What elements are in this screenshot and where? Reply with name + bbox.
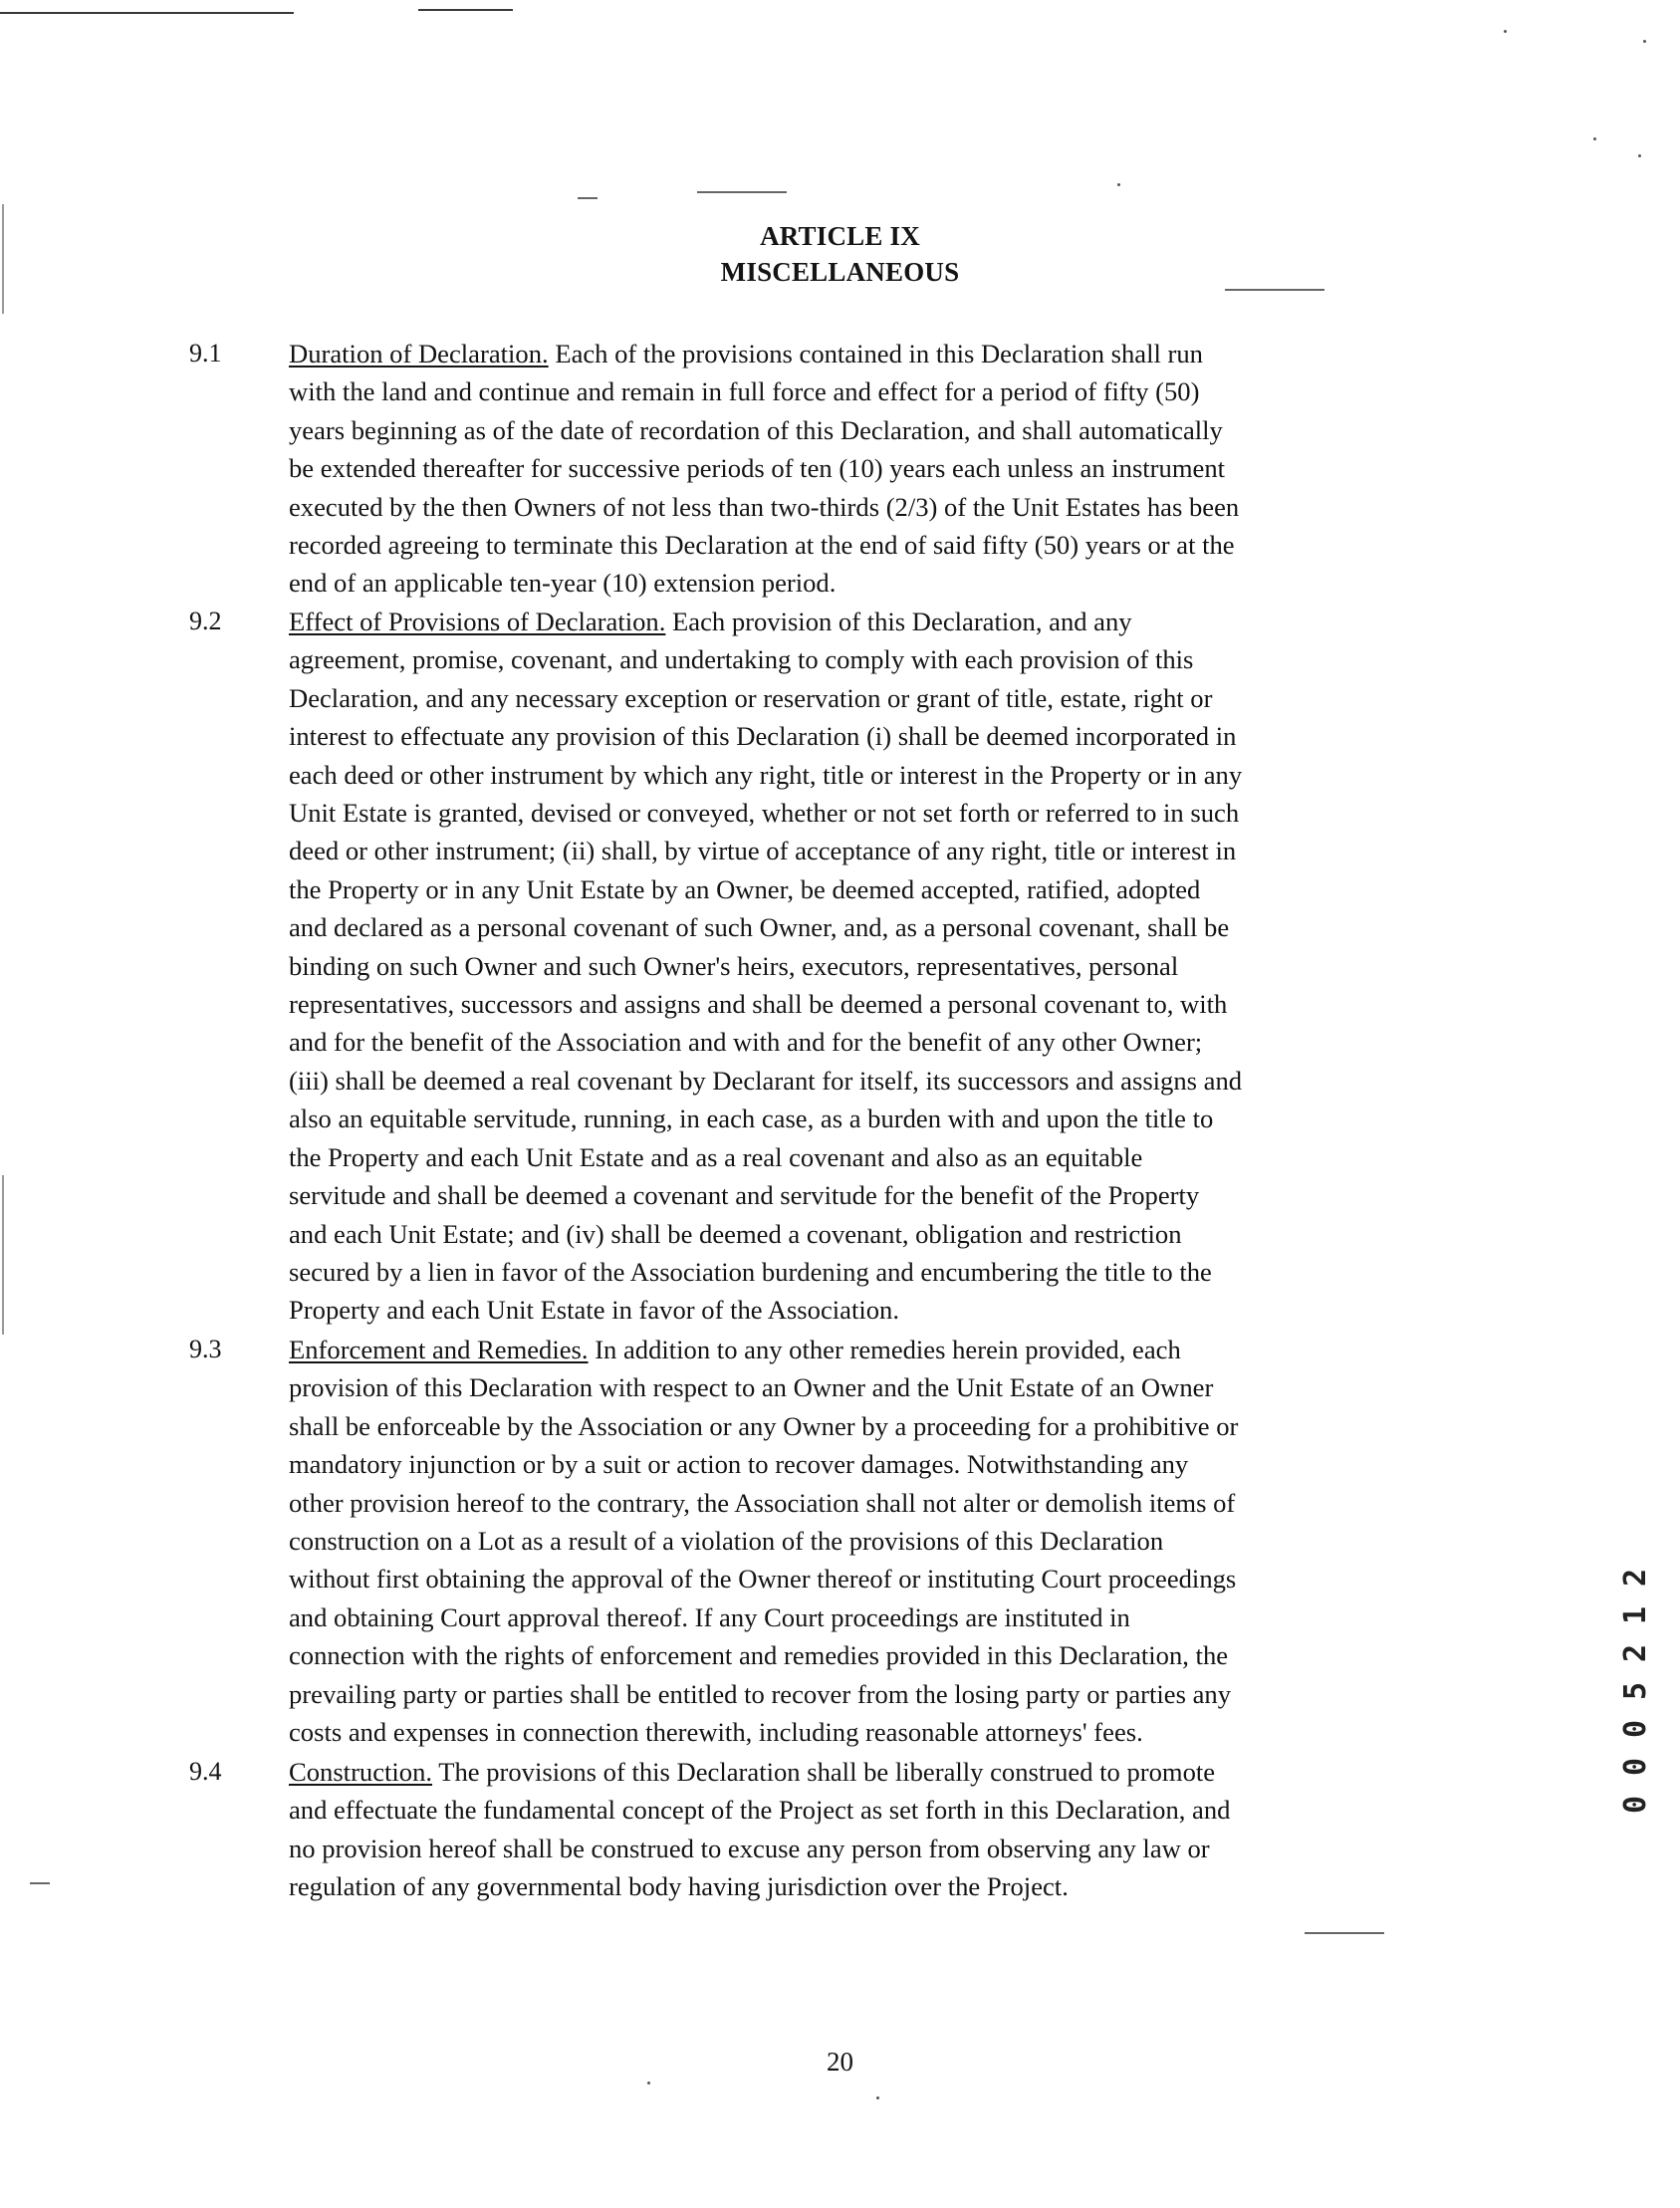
scan-artifact-dash bbox=[578, 197, 598, 199]
section-line: the Property and each Unit Estate and as a real covenant and also as an equitable bbox=[289, 1141, 1143, 1172]
stamp-digit: 2 bbox=[1618, 1643, 1653, 1663]
section-line: Effect of Provisions of Declaration. Each provision of this Declaration, and any bbox=[289, 607, 1132, 636]
section-line: mandatory injunction or by a suit or action to recover damages. Notwithstanding any bbox=[289, 1449, 1189, 1480]
section-line: and effectuate the fundamental concept of the Project as set forth in this Declaration, and bbox=[289, 1795, 1231, 1826]
section-number: 9.4 bbox=[189, 1757, 222, 1786]
scan-artifact-speck bbox=[1638, 154, 1641, 157]
section-line: prevailing party or parties shall be entitled to recover from the losing party or parties any bbox=[289, 1678, 1231, 1709]
section-title: Duration of Declaration. bbox=[289, 339, 549, 368]
section-line: and each Unit Estate; and (iv) shall be deemed a covenant, obligation and restriction bbox=[289, 1218, 1182, 1249]
scan-artifact-dash bbox=[30, 1882, 50, 1884]
section-line: connection with the rights of enforcement and remedies provided in this Declaration, the bbox=[289, 1640, 1229, 1671]
stamp-digit: 1 bbox=[1618, 1605, 1653, 1625]
section-body bbox=[289, 1331, 1489, 1751]
section-line: agreement, promise, covenant, and undertaking to comply with each provision of this bbox=[289, 644, 1194, 675]
scan-artifact-top-line bbox=[0, 12, 294, 14]
section-line: Declaration, and any necessary exception or reservation or grant of title, estate, right or bbox=[289, 682, 1213, 713]
section-line: executed by the then Owners of not less than two-thirds (2/3) of the Unit Estates has been bbox=[289, 491, 1240, 522]
section-line: years beginning as of the date of recordation of this Declaration, and shall automatically bbox=[289, 414, 1223, 445]
stamp-digit: 0 bbox=[1618, 1757, 1653, 1777]
scan-artifact-speck bbox=[876, 2096, 879, 2099]
section-line: Duration of Declaration. Each of the provisions contained in this Declaration shall run bbox=[289, 339, 1203, 368]
section-line: also an equitable servitude, running, in each case, as a burden with and upon the title to bbox=[289, 1104, 1214, 1134]
article-heading: ARTICLE IX bbox=[760, 221, 920, 251]
stamp-digit: 2 bbox=[1618, 1568, 1653, 1588]
section-line: other provision hereof to the contrary, the Association shall not alter or demolish items of bbox=[289, 1487, 1236, 1518]
section-line: (iii) shall be deemed a real covenant by Declarant for itself, its successors and assigns and bbox=[289, 1065, 1243, 1096]
page-number: 20 bbox=[827, 2047, 853, 2077]
section-line: interest to effectuate any provision of this Declaration (i) shall be deemed incorporated in bbox=[289, 721, 1237, 752]
stamp-digit: 0 bbox=[1618, 1795, 1653, 1815]
section-line: and obtaining Court approval thereof. If any Court proceedings are instituted in bbox=[289, 1601, 1130, 1632]
section-title: Construction. bbox=[289, 1757, 433, 1787]
section-line: and for the benefit of the Association and with and for the benefit of any other Owner; bbox=[289, 1027, 1203, 1058]
section-line: deed or other instrument; (ii) shall, by virtue of acceptance of any right, title or interest in bbox=[289, 836, 1237, 866]
section-line: construction on a Lot as a result of a violation of the provisions of this Declaration bbox=[289, 1526, 1164, 1557]
section-line: no provision hereof shall be construed to excuse any person from observing any law or bbox=[289, 1833, 1210, 1863]
section-number: 9.3 bbox=[189, 1335, 222, 1363]
section-line: representatives, successors and assigns and shall be deemed a personal covenant to, with bbox=[289, 989, 1228, 1020]
scan-artifact-speck bbox=[1117, 183, 1120, 186]
section-title: Effect of Provisions of Declaration. bbox=[289, 607, 666, 636]
scan-artifact-dash bbox=[1225, 289, 1324, 291]
scan-artifact-speck bbox=[647, 2082, 650, 2085]
section-number: 9.2 bbox=[189, 607, 222, 635]
article-title: MISCELLANEOUS bbox=[720, 257, 960, 287]
section-line: each deed or other instrument by which any right, title or interest in the Property or in any bbox=[289, 759, 1243, 790]
section-line: Enforcement and Remedies. In addition to any other remedies herein provided, each bbox=[289, 1335, 1181, 1364]
section-line: end of an applicable ten-year (10) extension period. bbox=[289, 568, 837, 599]
scan-artifact-speck bbox=[1593, 137, 1596, 140]
section-line: Construction. The provisions of this Declaration shall be liberally construed to promote bbox=[289, 1757, 1216, 1787]
section-line: be extended thereafter for successive periods of ten (10) years each unless an instrument bbox=[289, 453, 1226, 484]
scan-artifact-speck bbox=[1643, 40, 1646, 43]
section-line: Property and each Unit Estate in favor of the Association. bbox=[289, 1295, 899, 1326]
section-line: servitude and shall be deemed a covenant and servitude for the benefit of the Property bbox=[289, 1180, 1200, 1211]
section-title: Enforcement and Remedies. bbox=[289, 1335, 589, 1364]
scan-artifact-dash bbox=[697, 191, 787, 193]
section-line: the Property or in any Unit Estate by an Owner, be deemed accepted, ratified, adopted bbox=[289, 873, 1201, 904]
section-line: shall be enforceable by the Association or any Owner by a proceeding for a prohibitive or bbox=[289, 1410, 1239, 1441]
section-line: with the land and continue and remain in full force and effect for a period of fifty (50) bbox=[289, 376, 1200, 407]
section-body bbox=[289, 603, 1489, 1330]
section-line: secured by a lien in favor of the Association burdening and encumbering the title to the bbox=[289, 1256, 1212, 1287]
scan-artifact-left-edge-2 bbox=[2, 1175, 4, 1335]
section-line: Unit Estate is granted, devised or conveyed, whether or not set forth or referred to in such bbox=[289, 798, 1240, 829]
section-line: and declared as a personal covenant of such Owner, and, as a personal covenant, shall be bbox=[289, 912, 1230, 943]
scan-artifact-top-line-2 bbox=[418, 9, 513, 11]
section-line: recorded agreeing to terminate this Declaration at the end of said fifty (50) years or at the bbox=[289, 530, 1235, 561]
scan-artifact-dash bbox=[1305, 1932, 1384, 1934]
section-number: 9.1 bbox=[189, 339, 222, 368]
margin-recording-stamp bbox=[1619, 1564, 1653, 1932]
section-line: regulation of any governmental body having jurisdiction over the Project. bbox=[289, 1871, 1069, 1902]
section-line: provision of this Declaration with respect to an Owner and the Unit Estate of an Owner bbox=[289, 1372, 1214, 1403]
section-body bbox=[289, 1753, 1489, 1906]
section-line: binding on such Owner and such Owner's heirs, executors, representatives, personal bbox=[289, 950, 1179, 981]
section-line: without first obtaining the approval of the Owner thereof or instituting Court proceedings bbox=[289, 1564, 1237, 1595]
scan-artifact-speck bbox=[1504, 30, 1507, 33]
stamp-digit: 0 bbox=[1618, 1719, 1653, 1739]
stamp-digit: 5 bbox=[1618, 1681, 1653, 1701]
section-body bbox=[289, 335, 1489, 603]
section-line: costs and expenses in connection therewith, including reasonable attorneys' fees. bbox=[289, 1717, 1143, 1748]
